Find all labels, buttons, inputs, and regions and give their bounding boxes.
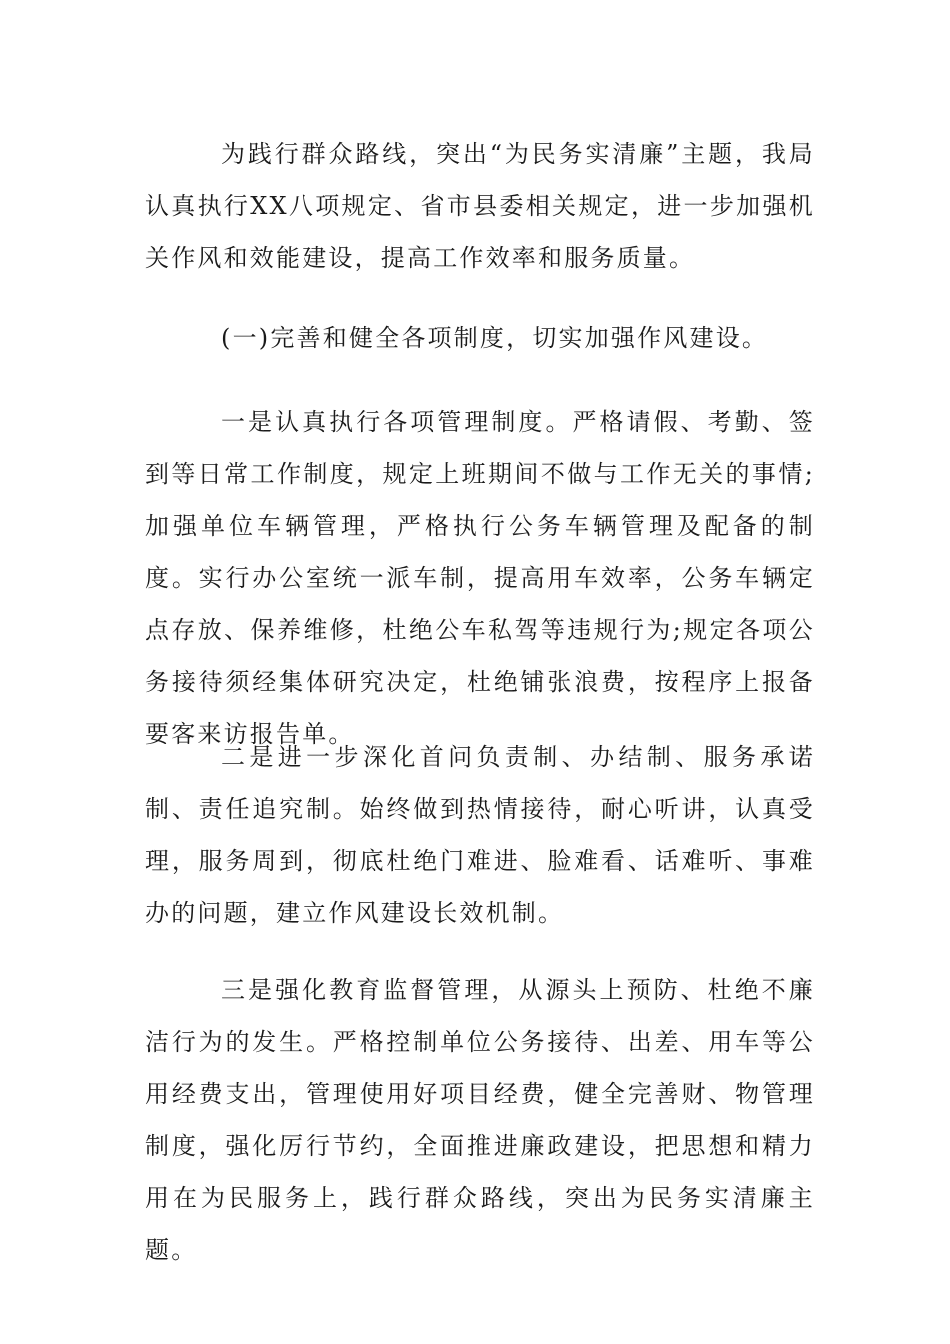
item-one-paragraph: 一是认真执行各项管理制度。严格请假、考勤、签到等日常工作制度，规定上班期间不做与工作无关的事情;加强单位车辆管理，严格执行公务车辆管理及配备的制度。实行办公室统一派车制，提高用车效率，公务车辆定点存放、保养维修，杜绝公车私驾等违规行为;规定各项公务接待须经集体研究决定，杜绝铺张浪费，按程序上报备要客来访报告单。: [145, 408, 815, 748]
item-three-paragraph: 三是强化教育监督管理，从源头上预防、杜绝不廉洁行为的发生。严格控制单位公务接待、出差、用车等公用经费支出，管理使用好项目经费，健全完善财、物管理制度，强化厉行节约，全面推进廉政建设，把思想和精力用在为民服务上，践行群众路线，突出为民务实清廉主题。: [145, 976, 815, 1264]
intro-paragraph: 为践行群众路线，突出“为民务实清廉”主题，我局认真执行XX八项规定、省市县委相关规定，进一步加强机关作风和效能建设，提高工作效率和服务质量。: [145, 140, 815, 272]
item-two-paragraph: 二是进一步深化首问负责制、办结制、服务承诺制、责任追究制。始终做到热情接待，耐心听讲，认真受理，服务周到，彻底杜绝门难进、脸难看、话难听、事难办的问题，建立作风建设长效机制。: [145, 743, 815, 927]
section-heading: (一)完善和健全各项制度，切实加强作风建设。: [221, 324, 769, 352]
